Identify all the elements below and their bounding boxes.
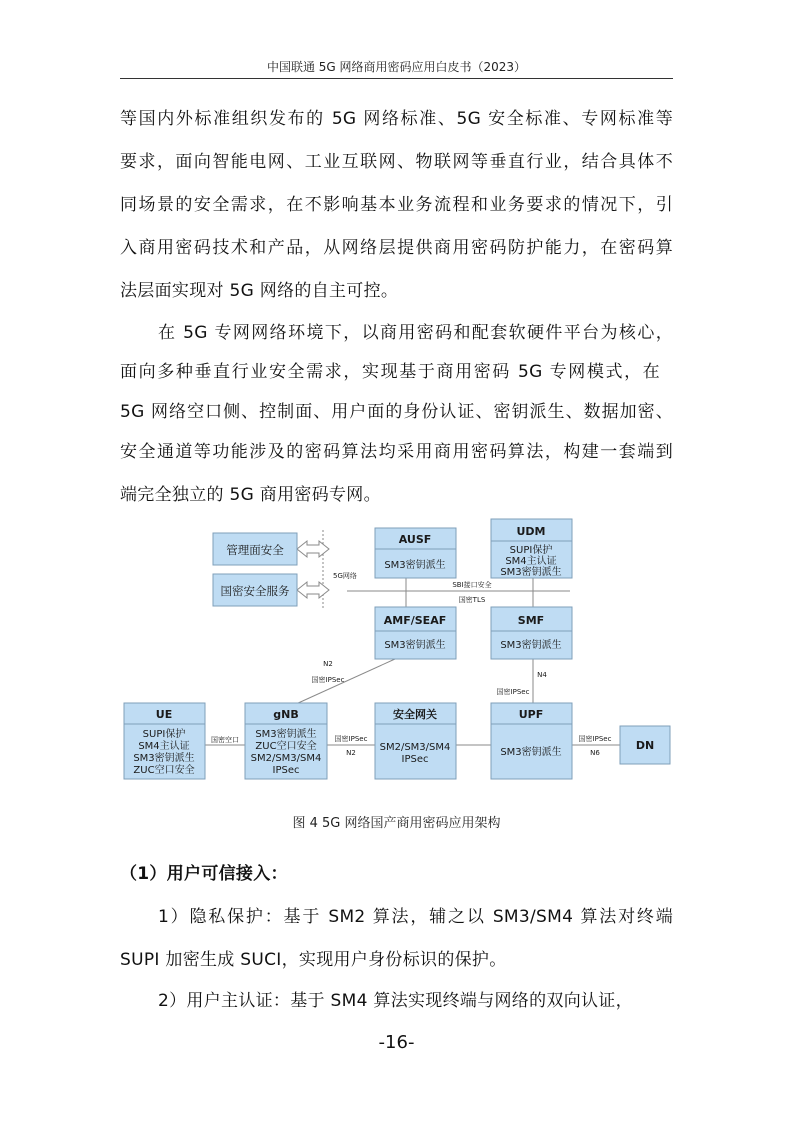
section-heading: （1）用户可信接入： <box>120 864 288 884</box>
amf-title: AMF/SEAF <box>383 614 447 627</box>
amf-text: SM3密钥派生 <box>384 640 446 651</box>
paragraph-line: 等国内外标准组织发布的 5G 网络标准、5G 安全标准、专网标准等 <box>120 109 673 129</box>
ipsec-n4-label: 国密IPSec <box>496 688 530 696</box>
ausf-title: AUSF <box>398 533 432 546</box>
item-line: 2）用户主认证：基于 SM4 算法实现终端与网络的双向认证， <box>158 991 633 1011</box>
ue-text: SM3密钥派生 <box>133 753 195 764</box>
udm-text: SM3密钥派生 <box>500 567 562 578</box>
paragraph-line: 安全通道等功能涉及的密码算法均采用商用密码算法，构建一套端到 <box>120 442 673 462</box>
ausf-text: SM3密钥派生 <box>384 560 446 571</box>
smf-title: SMF <box>517 614 545 627</box>
paragraph-line: 法层面实现对 5G 网络的自主可控。 <box>120 281 399 301</box>
paragraph-line: 面向多种垂直行业安全需求，实现基于商用密码 5G 专网模式，在 <box>120 362 660 382</box>
gnb-text: SM3密钥派生 <box>255 729 317 740</box>
running-header: 中国联通 5G 网络商用密码应用白皮书（2023） <box>266 60 527 74</box>
n4-label: N4 <box>537 671 547 679</box>
arrows <box>297 541 329 598</box>
gm-service-label: 国密安全服务 <box>220 584 290 598</box>
paragraph-line: 同场景的安全需求，在不影响基本业务流程和业务要求的情况下，引 <box>120 195 673 215</box>
upf-title: UPF <box>518 708 544 721</box>
paragraph-line: 入商用密码技术和产品，从网络层提供商用密码防护能力，在密码算 <box>120 238 673 258</box>
ue-text: SM4主认证 <box>138 741 190 752</box>
header-rule <box>120 78 673 79</box>
sbi-label: SBI接口安全 <box>452 581 492 589</box>
architecture-diagram <box>115 512 680 802</box>
figure-caption: 图 4 5G 网络国产商用密码应用架构 <box>292 816 501 831</box>
double-arrow-icon <box>297 541 329 557</box>
smf-text: SM3密钥派生 <box>500 640 562 651</box>
item-line: 1）隐私保护：基于 SM2 算法，辅之以 SM3/SM4 算法对终端 <box>158 907 673 927</box>
udm-text: SM4主认证 <box>505 556 557 567</box>
upf-text: SM3密钥派生 <box>500 747 562 758</box>
gnb-text: IPSec <box>272 765 300 776</box>
ue-text: SUPI保护 <box>142 729 186 740</box>
ipsec-gnb-label: 国密IPSec <box>334 735 368 743</box>
n2-bottom-label: N2 <box>346 749 356 757</box>
udm-text: SUPI保护 <box>509 545 553 556</box>
paragraph-line: 要求，面向智能电网、工业互联网、物联网等垂直行业，结合具体不 <box>120 152 673 172</box>
paragraph-line: 5G 网络空口侧、控制面、用户面的身份认证、密钥派生、数据加密、 <box>120 402 673 422</box>
page-number: -16- <box>378 1032 415 1053</box>
gnb-title: gNB <box>273 708 299 721</box>
network-5g-label: 5G网络 <box>333 572 357 580</box>
ipsec-top-label: 国密IPSec <box>311 676 345 684</box>
dn-title: DN <box>635 739 655 752</box>
double-arrow-icon <box>297 582 329 598</box>
ipsec-upf-label: 国密IPSec <box>578 735 612 743</box>
ue-title: UE <box>155 708 173 721</box>
sec-gw-text: SM2/SM3/SM4 <box>379 742 451 753</box>
item-line: SUPI 加密生成 SUCI，实现用户身份标识的保护。 <box>120 950 507 970</box>
sec-gw-text: IPSec <box>401 754 429 765</box>
n6-label: N6 <box>590 749 600 757</box>
mgmt-security-label: 管理面安全 <box>226 543 284 557</box>
sec-gw-title: 安全网关 <box>393 708 437 721</box>
udm-title: UDM <box>516 525 546 538</box>
air-interface-label: 国密空口 <box>211 736 239 744</box>
tls-label: 国密TLS <box>458 596 486 604</box>
paragraph-line: 在 5G 专网网络环境下，以商用密码和配套软硬件平台为核心， <box>158 323 673 343</box>
n2-top-label: N2 <box>323 660 333 668</box>
ue-text: ZUC空口安全 <box>133 765 195 776</box>
gnb-text: SM2/SM3/SM4 <box>250 753 322 764</box>
gnb-text: ZUC空口安全 <box>255 741 317 752</box>
paragraph-line: 端完全独立的 5G 商用密码专网。 <box>120 485 381 505</box>
